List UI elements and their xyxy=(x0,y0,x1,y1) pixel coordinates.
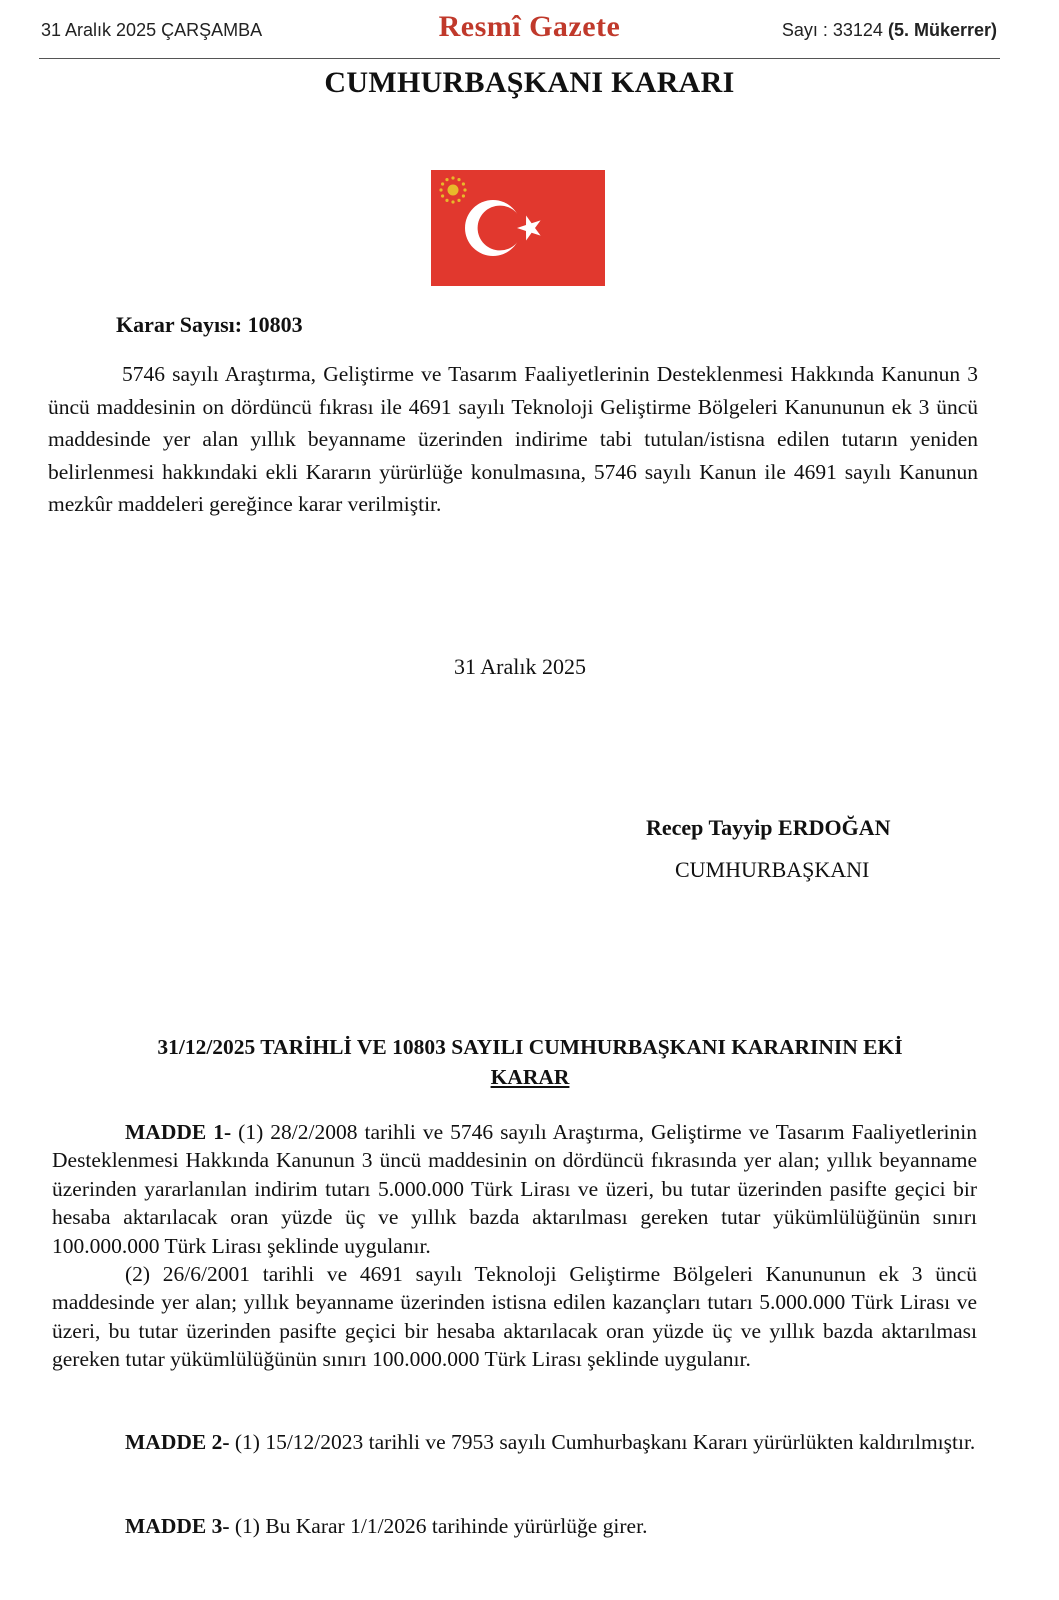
signature-date: 31 Aralık 2025 xyxy=(454,654,586,679)
article-label: MADDE 1- xyxy=(125,1120,232,1144)
article-1-paragraph-2: (2) 26/6/2001 tarihli ve 4691 sayılı Teknoloji Geliştirme Bölgeleri Kanununun ek 3 üncü maddesinde yer alan; yıllık beyanname üzerinden istisna edilen kazançları tutarı 5.000.000 Türk Lirası ve üzeri, bu tutar üzerinden pasifte geçici bir hesaba aktarılacak oran yüzde üç ve yıllık bazda aktarılması gereken tutar yükümlülüğünün sınırı 100.000.000 Türk Lirası şeklinde uygulanır. xyxy=(52,1262,977,1372)
article-1-paragraph-2-block xyxy=(52,1260,977,1374)
article-label: MADDE 3- xyxy=(125,1514,230,1538)
article-label: MADDE 2- xyxy=(125,1430,230,1454)
article-1-paragraph-1: (1) 28/2/2008 tarihli ve 5746 sayılı Araştırma, Geliştirme ve Tasarım Faaliyetlerinin Desteklenmesi Hakkında Kanunun 3 üncü maddesinin on dördüncü fıkrasında yer alan; yıllık beyanname üzerinden yararlanılan indirim tutarı 5.000.000 Türk Lirası ve üzeri, bu tutar üzerinden pasifte geçici bir hesaba aktarılacak oran yüzde üç ve yıllık bazda aktarılması gereken tutar yükümlülüğünün sınırı 100.000.000 Türk Lirası şeklinde uygulanır. xyxy=(52,1120,978,1258)
article-1 xyxy=(52,1118,977,1260)
gazette-issue xyxy=(782,20,997,41)
annex-title-line: 31/12/2025 TARİHLİ VE 10803 SAYILI CUMHURBAŞKANI KARARININ EKİ xyxy=(157,1035,903,1059)
crescent-inner xyxy=(478,206,523,251)
turkish-flag-icon xyxy=(431,170,605,286)
gazette-title: Resmî Gazete xyxy=(438,10,621,43)
issue-repeat: (5. Mükerrer) xyxy=(887,20,997,40)
article-2 xyxy=(52,1428,977,1456)
document-title: CUMHURBAŞKANI KARARI xyxy=(324,66,735,99)
gazette-date: 31 Aralık 2025 ÇARŞAMBA xyxy=(41,20,263,40)
header-divider xyxy=(39,58,1000,59)
issue-number: Sayı : 33124 xyxy=(781,20,883,40)
article-3 xyxy=(52,1512,977,1540)
signer-name: Recep Tayyip ERDOĞAN xyxy=(646,815,891,840)
signer-title: CUMHURBAŞKANI xyxy=(675,857,870,882)
annex-title xyxy=(90,1032,970,1092)
decision-number: Karar Sayısı: 10803 xyxy=(116,312,303,337)
article-2-paragraph-1: (1) 15/12/2023 tarihli ve 7953 sayılı Cumhurbaşkanı Kararı yürürlükten kaldırılmıştır. xyxy=(229,1430,976,1454)
annex-title-karar: KARAR xyxy=(490,1065,570,1089)
preamble-paragraph: 5746 sayılı Araştırma, Geliştirme ve Tasarım Faaliyetlerinin Desteklenmesi Hakkında Kanunun 3 üncü maddesinin on dördüncü fıkrası ile 4691 sayılı Teknoloji Geliştirme Bölgeleri Kanununun ek 3 üncü maddesinde yer alan yıllık beyanname üzerinden indirime tabi tutulan/istisna edilen tutarın yeniden belirlenmesi hakkındaki ekli Kararın yürürlüğe konulmasına, 5746 sayılı Kanun ile 4691 sayılı Kanunun mezkûr maddeleri gereğince karar verilmiştir. xyxy=(48,362,978,516)
article-3-paragraph-1: (1) Bu Karar 1/1/2026 tarihinde yürürlüğe girer. xyxy=(229,1514,648,1538)
